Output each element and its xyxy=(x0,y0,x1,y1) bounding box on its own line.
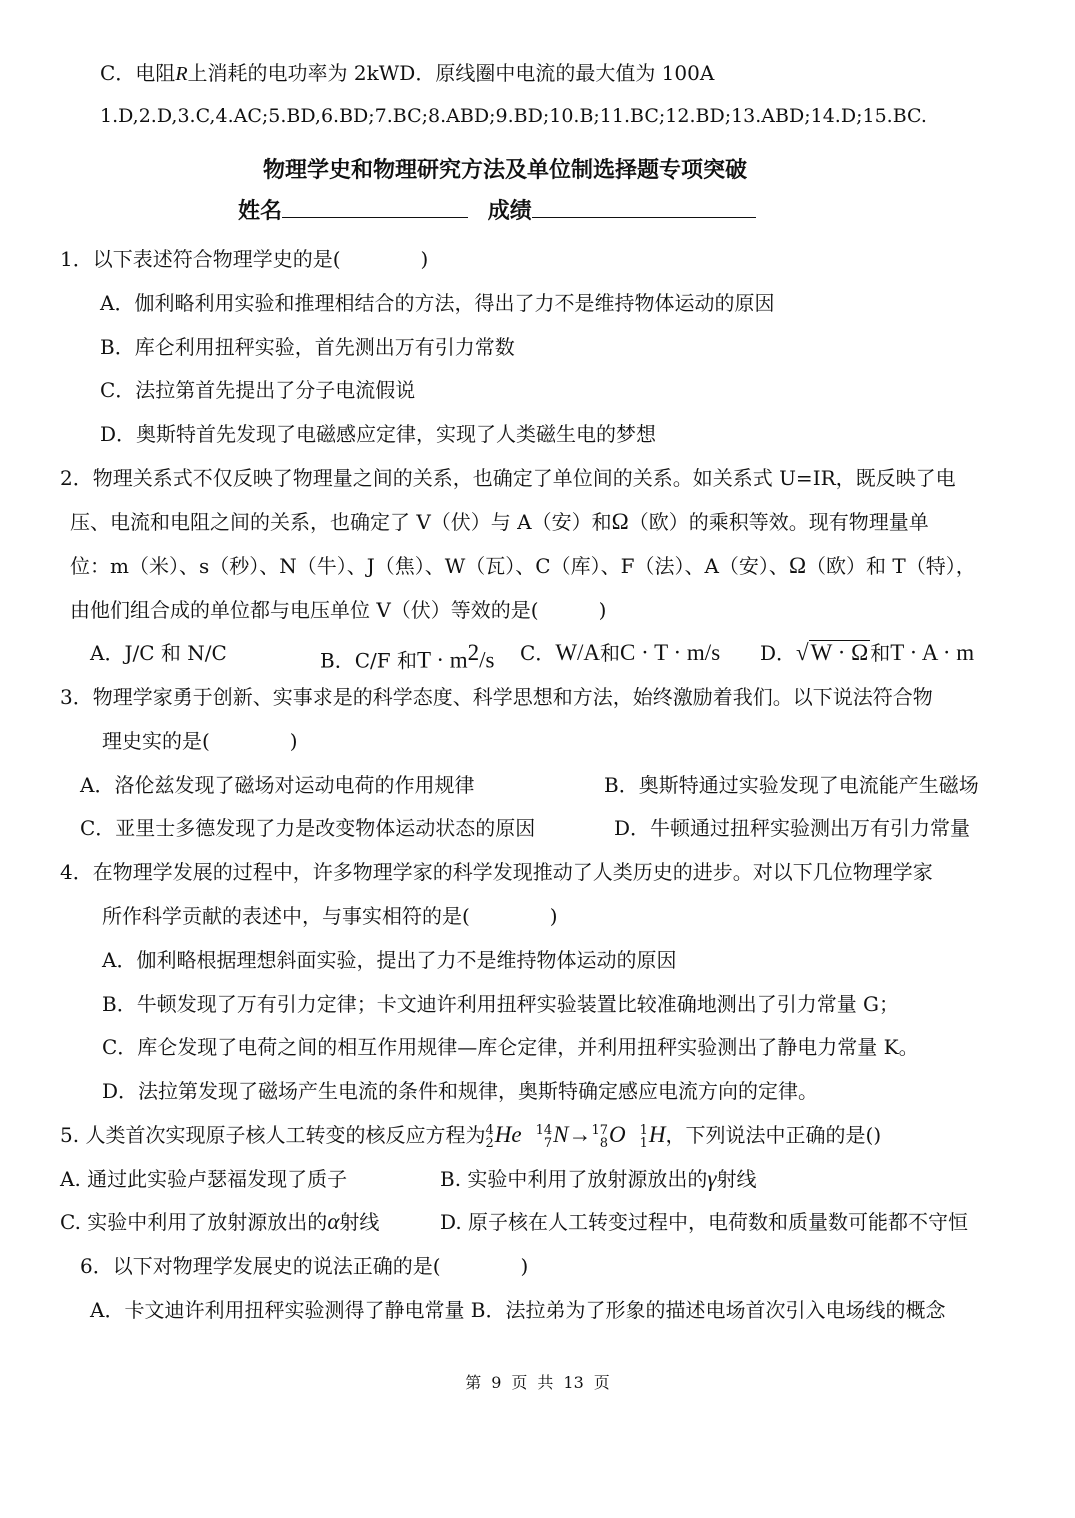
helium-mass-number: 4 xyxy=(485,1122,494,1138)
question-3-option-b: B．奥斯特通过实验发现了电流能产生磁场 xyxy=(604,773,979,797)
oxygen-symbol: O xyxy=(609,1122,626,1147)
question-1-stem: 1．以下表述符合物理学史的是( ) xyxy=(60,247,429,271)
prev-option-c xyxy=(100,59,714,88)
omega-symbol: Ω xyxy=(788,553,807,578)
omega-symbol: Ω xyxy=(611,509,629,534)
unit-sqrt-w-ohm: W · Ω xyxy=(810,640,869,665)
question-2-option-a: A．J/C 和 N/C xyxy=(90,641,227,665)
footer-page-number: 9 xyxy=(491,1373,502,1392)
hydrogen-mass-number: 1 xyxy=(639,1122,648,1138)
and-word: 和 xyxy=(600,641,621,665)
sqrt-sign-icon: √ xyxy=(796,640,809,665)
unit-t-a-m: T · A · m xyxy=(890,640,975,665)
footer-ye: 页 xyxy=(511,1373,528,1392)
question-2-line-4: 由他们组合成的单位都与电压单位 V（伏）等效的是( ) xyxy=(70,598,607,622)
oxygen-nuclide xyxy=(591,1124,608,1150)
footer-gong: 共 xyxy=(537,1373,554,1392)
question-5-option-c xyxy=(60,1208,379,1236)
hydrogen-atomic-number: 1 xyxy=(639,1135,648,1151)
unit-c-t-m-s: C · T · m/s xyxy=(620,640,721,665)
answer-key: 1.D,2.D,3.C,4.AC;5.BD,6.BD;7.BC;8.ABD;9.BD;10.B;11.BC;12.BD;13.ABD;14.D;15.BC. xyxy=(100,105,927,127)
nitrogen-nuclide xyxy=(536,1124,553,1150)
nitrogen-symbol: N xyxy=(553,1122,569,1147)
unit-exponent: 2 xyxy=(467,640,480,665)
and-word: 和 xyxy=(870,641,891,665)
question-2-line-3 xyxy=(70,552,976,580)
question-1-option-c: C．法拉第首先提出了分子电流假说 xyxy=(100,378,416,402)
name-label: 姓名 xyxy=(238,198,283,224)
question-4-option-d: D．法拉第发现了磁场产生电流的条件和规律，奥斯特确定感应电流方向的定律。 xyxy=(102,1079,819,1103)
name-score-bar xyxy=(238,195,756,226)
question-4-option-a: A．伽利略根据理想斜面实验，提出了力不是维持物体运动的原因 xyxy=(102,948,677,972)
question-5-option-b-post: 射线 xyxy=(716,1167,757,1191)
question-2-line-2-post: （欧）的乘积等效。现有物理量单 xyxy=(628,510,929,534)
question-3-line-1: 3．物理学家勇于创新、实事求是的科学态度、科学思想和方法，始终激励着我们。以下说法符合物 xyxy=(60,685,933,709)
question-6-options-ab: A．卡文迪许利用扭秤实验测得了静电常量 B．法拉弟为了形象的描述电场首次引入电场线的概念 xyxy=(90,1298,946,1322)
question-1-option-b: B．库仑利用扭秤实验，首先测出万有引力常数 xyxy=(100,335,515,359)
unit-w-a: W/A xyxy=(555,640,601,665)
question-2-line-2 xyxy=(70,508,929,536)
question-5-option-b-pre: B. 实验中利用了放射源放出的 xyxy=(440,1167,708,1191)
gamma-symbol: γ xyxy=(707,1166,717,1191)
prev-option-c-text: 上消耗的电功率为 2kWD．原线圈中电流的最大值为 100A xyxy=(187,61,715,85)
question-2-option-b-label: B．C/F 和 xyxy=(320,648,417,673)
question-5-stem-post: ，下列说法中正确的是() xyxy=(665,1123,882,1147)
question-3-option-d: D．牛顿通过扭秤实验测出万有引力常量 xyxy=(614,816,971,840)
score-label: 成绩 xyxy=(487,198,532,224)
question-4-option-c: C．库仑发现了电荷之间的相互作用规律—库仑定律，并利用扭秤实验测出了静电力常量 K。 xyxy=(102,1035,919,1059)
prev-option-c-prefix: C．电阻 xyxy=(100,61,176,85)
question-4-line-2: 所作科学贡献的表述中，与事实相符的是( ) xyxy=(102,904,558,928)
question-5-stem-pre: 5. 人类首次实现原子核人工转变的核反应方程为 xyxy=(60,1123,486,1147)
question-1-option-a: A．伽利略利用实验和推理相结合的方法，得出了力不是维持物体运动的原因 xyxy=(100,291,775,315)
page-footer xyxy=(0,1370,1075,1393)
reaction-arrow-icon: → xyxy=(568,1122,592,1147)
helium-atomic-number: 2 xyxy=(485,1135,494,1151)
question-2-option-d xyxy=(760,639,974,667)
hydrogen-nuclide xyxy=(640,1124,648,1150)
question-2-line-3-pre: 位：m（米）、s（秒）、N（牛）、J（焦）、W（瓦）、C（库）、F（法）、A（安）、 xyxy=(70,554,789,578)
question-2-option-c-label: C． xyxy=(520,641,556,665)
question-5-option-c-post: 射线 xyxy=(339,1210,380,1234)
question-5-option-a: A. 通过此实验卢瑟福发现了质子 xyxy=(60,1167,348,1191)
oxygen-mass-number: 17 xyxy=(591,1122,608,1138)
resistor-symbol: R xyxy=(175,63,188,85)
footer-total-pages: 13 xyxy=(563,1373,584,1392)
question-6-stem: 6．以下对物理学发展史的说法正确的是( ) xyxy=(80,1254,529,1278)
question-4-option-b: B．牛顿发现了万有引力定律；卡文迪许利用扭秤实验装置比较准确地测出了引力常量 G； xyxy=(102,992,900,1016)
question-2-option-c xyxy=(520,639,720,667)
nitrogen-atomic-number: 7 xyxy=(543,1135,553,1151)
question-3-option-c: C．亚里士多德发现了力是改变物体运动状态的原因 xyxy=(80,816,536,840)
unit-per-s: /s xyxy=(479,647,495,673)
name-blank[interactable] xyxy=(282,195,468,218)
helium-symbol: He xyxy=(494,1122,522,1147)
alpha-symbol: α xyxy=(327,1209,340,1234)
oxygen-atomic-number: 8 xyxy=(599,1135,608,1151)
question-2-line-1: 2．物理关系式不仅反映了物理量之间的关系，也确定了单位间的关系。如关系式 U=IR，既反映了电 xyxy=(60,466,956,490)
nitrogen-mass-number: 14 xyxy=(535,1122,553,1138)
footer-di: 第 xyxy=(465,1373,482,1392)
question-3-line-2: 理史实的是( ) xyxy=(102,729,298,753)
question-1-option-d: D．奥斯特首先发现了电磁感应定律，实现了人类磁生电的梦想 xyxy=(100,422,657,446)
question-4-line-1: 4．在物理学发展的过程中，许多物理学家的科学发现推动了人类历史的进步。对以下几位物理学家 xyxy=(60,860,933,884)
page-title: 物理学史和物理研究方法及单位制选择题专项突破 xyxy=(262,157,747,183)
score-blank[interactable] xyxy=(532,195,756,218)
unit-t-m: T · m xyxy=(416,647,468,673)
question-3-option-a: A．洛伦兹发现了磁场对运动电荷的作用规律 xyxy=(80,773,475,797)
question-5-option-b xyxy=(440,1165,757,1193)
question-2-option-b xyxy=(320,639,495,675)
footer-ye-2: 页 xyxy=(593,1373,610,1392)
hydrogen-symbol: H xyxy=(648,1122,666,1147)
question-5-stem xyxy=(60,1121,881,1150)
question-2-line-3-post: （欧）和 T（特）， xyxy=(806,554,976,578)
question-5-option-d: D. 原子核在人工转变过程中，电荷数和质量数可能都不守恒 xyxy=(440,1210,969,1234)
question-5-option-c-pre: C. 实验中利用了放射源放出的 xyxy=(60,1210,328,1234)
helium-nuclide xyxy=(485,1124,493,1150)
question-2-line-2-pre: 压、电流和电阻之间的关系，也确定了 V（伏）与 A（安）和 xyxy=(70,510,612,534)
question-2-option-d-label: D． xyxy=(760,641,797,665)
